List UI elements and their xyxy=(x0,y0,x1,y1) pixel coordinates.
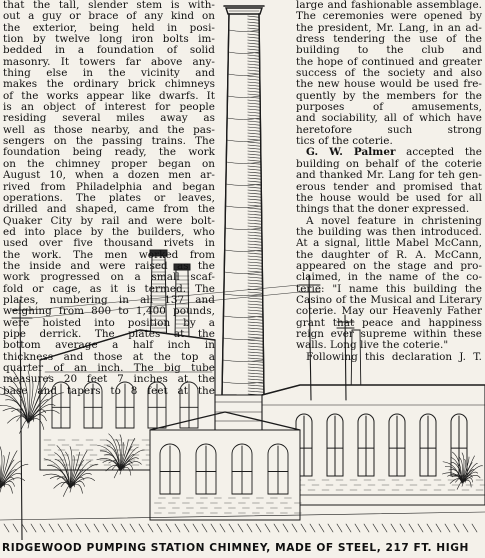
text-line: rived from Philadelphia and began xyxy=(3,181,215,193)
text-line: were hoisted into position by a xyxy=(3,317,215,329)
text-line: used over five thousand rivets in xyxy=(3,238,215,250)
text-line: building on behalf of the coterie xyxy=(296,158,482,170)
main-chimney-shaft xyxy=(205,14,281,430)
text-line: residing several miles away as xyxy=(3,113,215,125)
text-line: the inside and were raised as the xyxy=(3,260,215,272)
text-line: weighing from 800 to 1,400 pounds, xyxy=(3,306,215,318)
text-line: G. W. Palmer accepted the xyxy=(306,147,482,159)
text-line: foundation being ready, the work xyxy=(3,147,215,159)
text-line: purposes of amusements, xyxy=(296,102,482,114)
text-line: base and tapers to 8 feet at the xyxy=(3,385,215,397)
illustration-caption: RIDGEWOOD PUMPING STATION CHIMNEY, MADE OF STEEL, 217 FT. HIGH xyxy=(2,542,469,554)
text-line: tion by twelve long iron bolts im- xyxy=(3,34,215,46)
text-line: makes the ordinary brick chimneys xyxy=(3,79,215,91)
text-line: building to the club and xyxy=(296,45,482,57)
text-line: reign ever supreme within these xyxy=(296,328,482,340)
text-line: well as those nearby, and the pas- xyxy=(3,124,215,136)
text-line: bottom average a half inch in xyxy=(3,340,215,352)
text-line: heretofore such strong xyxy=(296,124,482,136)
text-line: and thanked Mr. Lang for teh gen- xyxy=(296,170,482,182)
text-line: quently by the members for the xyxy=(296,90,482,102)
text-line: Following this declaration J. T. xyxy=(306,351,482,363)
text-line: the building was then introduced. xyxy=(296,226,482,238)
text-line: the exterior, being held in posi- xyxy=(3,22,215,34)
text-line: terie: "I name this building the xyxy=(296,283,482,295)
text-line: dress tendering the use of the xyxy=(296,34,482,46)
text-line: work progressed on a small scaf- xyxy=(3,272,215,284)
text-line: things that the doner expressed. xyxy=(296,204,470,216)
text-line: out a guy or brace of any kind on xyxy=(3,11,215,23)
text-line: of the works appear like dwarfs. It xyxy=(3,90,215,102)
text-line: the president, Mr. Lang, in an ad- xyxy=(296,22,482,34)
text-line: thickness and those at the top a xyxy=(3,351,215,363)
text-line: quarter of an inch. The big tube xyxy=(3,363,215,374)
text-line: A novel feature in christening xyxy=(306,215,482,227)
text-line: The ceremonies were opened by xyxy=(296,11,482,23)
text-line: ed into place by the builders, who xyxy=(3,226,215,238)
text-line: the work. The men worked from xyxy=(3,249,215,261)
text-line: that the tall, slender stem is with- xyxy=(3,0,215,11)
text-line: August 10, when a dozen men ar- xyxy=(3,170,215,182)
text-line: on the chimney proper began on xyxy=(3,158,215,170)
text-line: thing else in the vicinity and xyxy=(3,68,215,80)
text-line: the house would be used for all xyxy=(296,192,482,204)
article-left-column xyxy=(3,0,215,397)
text-line: the hope of continued and greater xyxy=(296,56,482,68)
text-line: erous tender and promised that xyxy=(296,181,482,193)
text-line: sengers on the passing trains. The xyxy=(3,136,215,148)
text-line: plates, numbering in all 137 and xyxy=(3,294,215,306)
text-line: Quaker City by rail and were bolt- xyxy=(3,215,215,227)
text-line: tics of the coterie. xyxy=(296,136,393,148)
text-line: pipe derrick. The plates at the xyxy=(3,328,215,340)
text-line: is an object of interest for people xyxy=(3,102,215,114)
article-right-column xyxy=(296,0,482,363)
text-line: coterie. May our Heavenly Father xyxy=(296,306,482,318)
text-line: the new house would be used fre- xyxy=(296,79,482,91)
text-line: the daughter of R. A. McCann, xyxy=(296,249,482,261)
text-line: drilled and shaped, came from the xyxy=(3,204,215,216)
text-line: claimed, in the name of the co- xyxy=(296,272,482,284)
text-line: bedded in a foundation of solid xyxy=(3,45,215,57)
text-line: walls. Long live the coterie." xyxy=(296,340,449,352)
text-line: grant that peace and happiness xyxy=(296,317,482,329)
text-line: appeared on the stage and pro- xyxy=(296,260,482,272)
text-line: success of the society and also xyxy=(296,68,482,80)
text-line: measures 20 feet 7 inches at the xyxy=(3,374,215,386)
text-line: operations. The plates or leaves, xyxy=(3,192,215,204)
text-line: fold or cage, as it is termed. The xyxy=(3,283,215,295)
text-line: At a signal, little Mabel McCann, xyxy=(296,238,482,250)
text-line: masonry. It towers far above any- xyxy=(3,56,215,68)
chimney-cap xyxy=(224,6,264,14)
text-line: large and fashionable assemblage. xyxy=(296,0,482,11)
text-line: Casino of the Musical and Literary xyxy=(296,294,482,306)
text-line: and sociability, all of which have xyxy=(296,113,482,125)
